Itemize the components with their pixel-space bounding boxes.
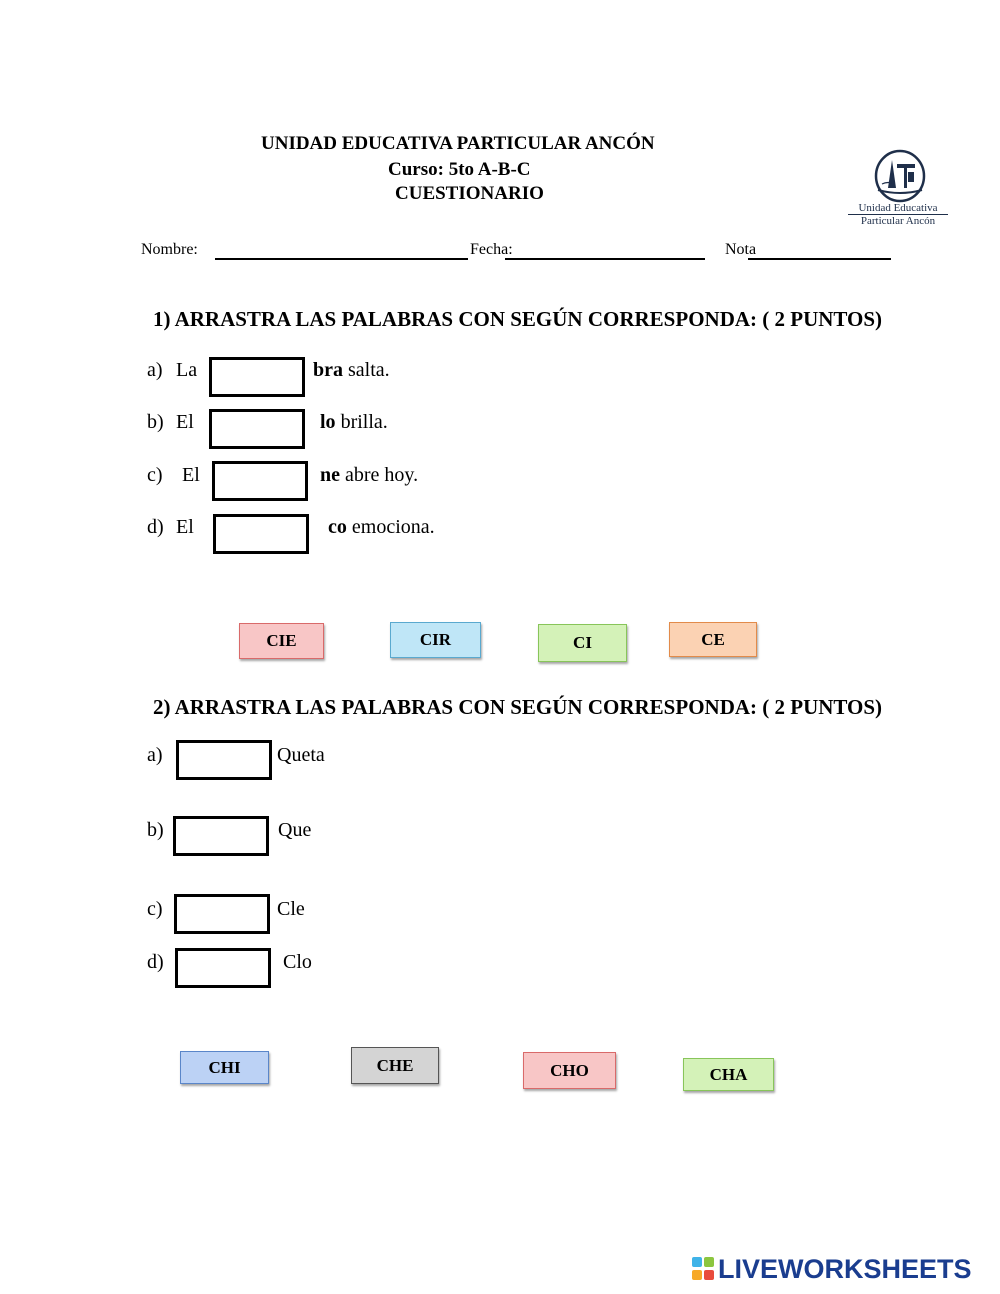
s1-item-after: abre hoy. xyxy=(340,464,419,486)
s1-item-letter: b) xyxy=(147,411,164,433)
s1-item-after: emociona. xyxy=(346,516,435,538)
school-logo xyxy=(848,148,948,232)
brand-text: LIVEWORKSHEETS xyxy=(718,1253,972,1284)
s1-item-sentence-a xyxy=(313,359,390,382)
s1-item-letter: a) xyxy=(147,359,163,381)
grade-input-line[interactable] xyxy=(748,258,891,260)
name-label: Nombre: xyxy=(141,241,198,258)
s1-item-bold: ne xyxy=(320,464,340,486)
s1-item-letter: c) xyxy=(147,464,163,486)
s2-item-word: Clo xyxy=(283,951,312,973)
s1-item-before: El xyxy=(176,516,194,538)
s2-drop-box-b[interactable] xyxy=(173,816,269,856)
draggable-chip[interactable]: CHE xyxy=(351,1047,439,1084)
draggable-chip[interactable]: CHA xyxy=(683,1058,774,1091)
logo-text-line2: Particular Ancón xyxy=(860,215,936,227)
s1-item-before: La xyxy=(176,359,198,381)
s1-item-before: El xyxy=(176,411,194,433)
s1-item-before: El xyxy=(182,464,200,486)
draggable-chip[interactable]: CIR xyxy=(390,622,481,658)
logo-text-line1: Unidad Educativa xyxy=(848,202,948,215)
s2-drop-box-c[interactable] xyxy=(174,894,270,934)
s2-item-letter: b) xyxy=(147,819,164,841)
s2-item-letter: d) xyxy=(147,951,164,973)
draggable-chip[interactable]: CHO xyxy=(523,1052,616,1089)
liveworksheets-blocks-icon xyxy=(692,1257,714,1281)
school-title: UNIDAD EDUCATIVA PARTICULAR ANCÓN xyxy=(261,133,655,154)
s2-item-letter: c) xyxy=(147,898,163,920)
draggable-chip[interactable]: CHI xyxy=(180,1051,269,1084)
section2-heading: 2) ARRASTRA LAS PALABRAS CON SEGÚN CORRESPONDA: ( 2 PUNTOS) xyxy=(153,695,883,719)
draggable-chip[interactable]: CE xyxy=(669,622,757,657)
grade-label: Nota xyxy=(725,241,757,258)
s1-drop-box-b[interactable] xyxy=(209,409,305,449)
s1-item-letter: d) xyxy=(147,516,164,538)
course-label: Curso: 5to A-B-C xyxy=(388,159,531,180)
liveworksheets-logo[interactable] xyxy=(692,1252,972,1286)
s1-item-bold: co xyxy=(328,516,347,538)
draggable-chip[interactable]: CI xyxy=(538,624,627,662)
s1-item-sentence-d xyxy=(328,516,435,539)
s1-item-after: brilla. xyxy=(335,411,388,433)
s1-item-bold: lo xyxy=(320,411,336,433)
date-input-line[interactable] xyxy=(505,258,705,260)
s2-item-word: Que xyxy=(278,819,312,841)
s1-drop-box-d[interactable] xyxy=(213,514,309,554)
s1-drop-box-a[interactable] xyxy=(209,357,305,397)
s2-item-word: Queta xyxy=(277,744,325,766)
s1-item-bold: bra xyxy=(313,359,343,381)
s1-drop-box-c[interactable] xyxy=(212,461,308,501)
s1-item-sentence-b xyxy=(320,411,388,434)
s1-item-sentence-c xyxy=(320,464,418,487)
s2-item-word: Cle xyxy=(277,898,305,920)
page-title: CUESTIONARIO xyxy=(395,183,544,204)
s2-drop-box-a[interactable] xyxy=(176,740,272,780)
s1-item-after: salta. xyxy=(343,359,390,381)
s2-drop-box-d[interactable] xyxy=(175,948,271,988)
date-label: Fecha: xyxy=(470,241,513,258)
draggable-chip[interactable]: CIE xyxy=(239,623,324,659)
s2-item-letter: a) xyxy=(147,744,163,766)
name-input-line[interactable] xyxy=(215,258,468,260)
section1-heading: 1) ARRASTRA LAS PALABRAS CON SEGÚN CORRESPONDA: ( 2 PUNTOS) xyxy=(153,307,883,331)
